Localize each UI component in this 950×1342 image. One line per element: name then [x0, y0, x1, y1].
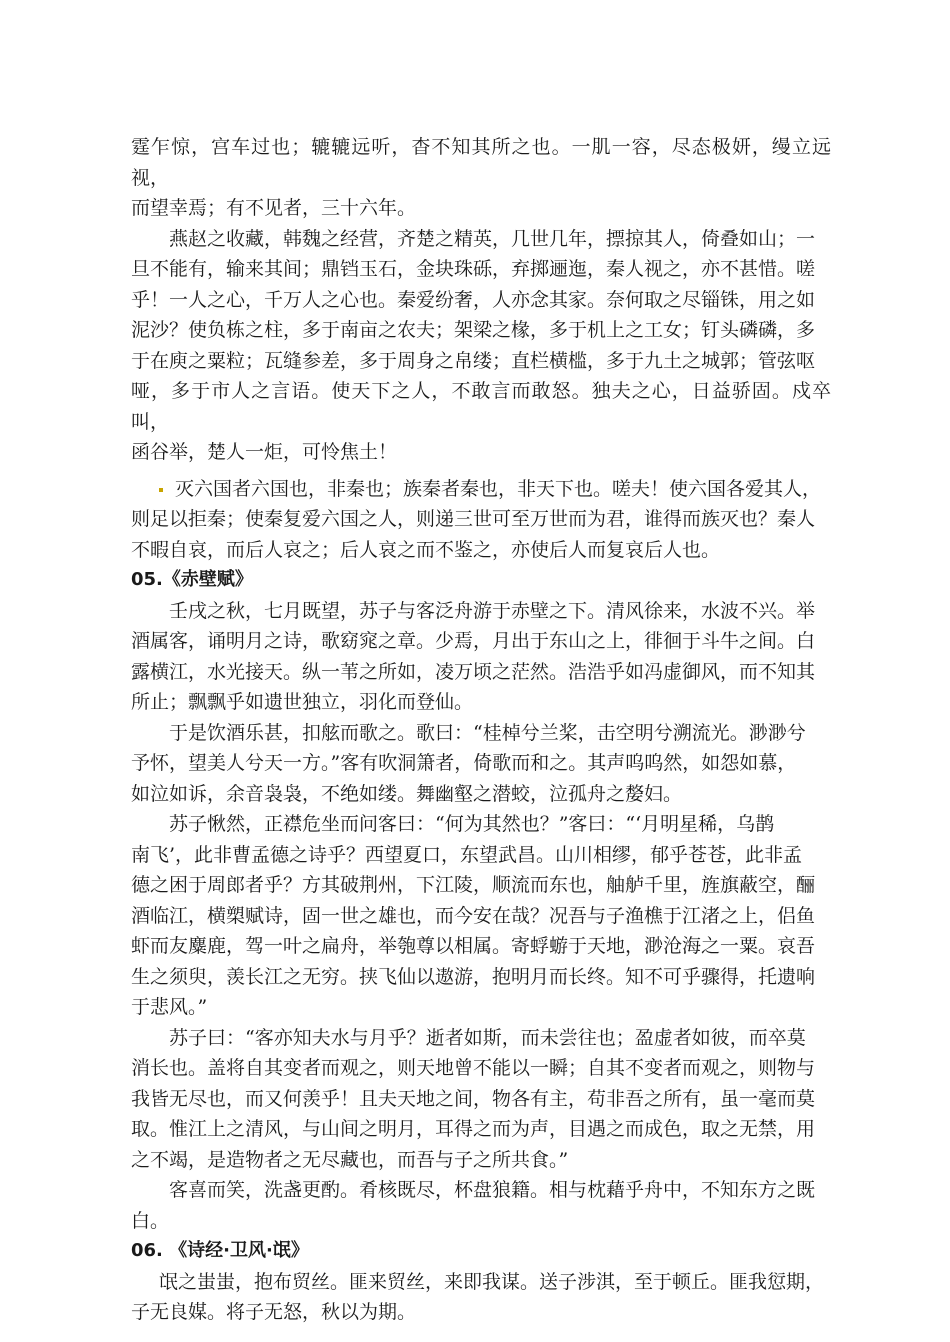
chibi-paragraph-4 — [131, 1023, 831, 1176]
text-line: 我皆无尽也，而又何羡乎！且夫天地之间，物各有主，苟非吾之所有，虽一毫而莫 — [131, 1087, 816, 1110]
text-line: 霆乍惊，宫车过也；辘辘远听，杳不知其所之也。一肌一容，尽态极妍，缦立远视， — [131, 136, 831, 189]
afang-fragment-paragraph — [131, 132, 831, 224]
text-line: 于在庾之粟粒；瓦缝参差，多于周身之帛缕；直栏横槛，多于九土之城郭；管弦呕 — [131, 349, 816, 372]
text-line: 南飞’，此非曹孟德之诗乎？西望夏口，东望武昌。山川相缪，郁乎苍苍，此非孟 — [131, 843, 803, 866]
meng-paragraph-1 — [131, 1267, 831, 1328]
text-line: 子无良媒。将子无怒，秋以为期。 — [131, 1301, 417, 1323]
text-line: 燕赵之收藏，韩魏之经营，齐楚之精英，几世几年，摽掠其人，倚叠如山；一 — [169, 227, 816, 250]
text-line: 苏子愀然，正襟危坐而问客曰：“何为其然也？”客曰：“‘月明星稀，乌鹊 — [169, 813, 775, 835]
text-line: 酒临江，横槊赋诗，固一世之雄也，而今安在哉？况吾与子渔樵于江渚之上，侣鱼 — [131, 904, 816, 927]
text-line: 消长也。盖将自其变者而观之，则天地曾不能以一瞬；自其不变者而观之，则物与 — [131, 1057, 816, 1079]
text-line: 之不竭，是造物者之无尽藏也，而吾与子之所共食。” — [131, 1148, 569, 1171]
text-line: 而望幸焉；有不见者，三十六年。 — [131, 197, 417, 219]
text-line: 虾而友麋鹿，驾一叶之扁舟，举匏尊以相属。寄蜉蝣于天地，渺沧海之一粟。哀吾 — [131, 935, 816, 957]
document-content — [131, 132, 831, 1328]
text-line: 氓之蚩蚩，抱布贸丝。匪来贸丝，来即我谋。送子涉淇，至于顿丘。匪我愆期， — [159, 1270, 825, 1293]
section-heading-06: 06. 《诗经·卫风·氓》 — [131, 1240, 309, 1261]
text-line: 苏子曰：“客亦知夫水与月乎？逝者如斯，而未尝往也；盈虚者如彼，而卒莫 — [169, 1026, 806, 1049]
text-line: 予怀，望美人兮天一方。”客有吹洞箫者，倚歌而和之。其声呜呜然，如怨如慕， — [131, 752, 797, 774]
text-line: 于悲风。” — [131, 996, 208, 1018]
text-line: 函谷举，楚人一炬，可怜焦土！ — [131, 441, 398, 463]
text-line: 泥沙？使负栋之柱，多于南亩之农夫；架梁之椽，多于机上之工女；钉头磷磷，多 — [131, 319, 816, 341]
text-line: 德之困于周郎者乎？方其破荆州，下江陵，顺流而东也，舳舻千里，旌旗蔽空，酾 — [131, 874, 816, 896]
text-line: 旦不能有，输来其间；鼎铛玉石，金块珠砾，弃掷逦迤，秦人视之，亦不甚惜。嗟 — [131, 258, 816, 280]
text-line: 于是饮酒乐甚，扣舷而歌之。歌曰：“桂棹兮兰桨，击空明兮溯流光。渺渺兮 — [169, 721, 806, 744]
afang-paragraph-2 — [131, 224, 831, 468]
text-line: 客喜而笑，洗盏更酌。肴核既尽，杯盘狼籍。相与枕藉乎舟中，不知东方之既 — [169, 1179, 816, 1201]
text-line: 不暇自哀，而后人哀之；后人哀之而不鉴之，亦使后人而复哀后人也。 — [131, 538, 721, 561]
text-line: 露横江，水光接天。纵一苇之所如，凌万顷之茫然。浩浩乎如冯虚御风，而不知其 — [131, 660, 816, 683]
chibi-paragraph-1 — [131, 596, 831, 718]
chibi-paragraph-2 — [131, 718, 831, 810]
chibi-paragraph-5 — [131, 1175, 831, 1236]
text-line: 灭六国者六国也，非秦也；族秦者秦也，非天下也。嗟夫！使六国各爱其人， — [175, 477, 822, 500]
text-line: 所止；飘飘乎如遗世独立，羽化而登仙。 — [131, 691, 474, 713]
text-line: 如泣如诉，余音袅袅，不绝如缕。舞幽壑之潜蛟，泣孤舟之嫠妇。 — [131, 782, 683, 805]
section-heading-05: 05.《赤壁赋》 — [131, 569, 253, 590]
text-line: 壬戌之秋，七月既望，苏子与客泛舟游于赤壁之下。清风徐来，水波不兴。举 — [169, 599, 816, 622]
afang-paragraph-3 — [131, 474, 831, 566]
text-line: 乎！一人之心，千万人之心也。秦爱纷奢，人亦念其家。奈何取之尽锱铢，用之如 — [131, 288, 816, 311]
text-line: 生之须臾，羡长江之无穷。挟飞仙以遨游，抱明月而长终。知不可乎骤得，托遗响 — [131, 965, 816, 988]
text-line: 白。 — [131, 1209, 170, 1232]
text-line: 则足以拒秦；使秦复爱六国之人，则递三世可至万世而为君，谁得而族灭也？秦人 — [131, 508, 816, 530]
text-line: 取。惟江上之清风，与山间之明月，耳得之而为声，目遇之而成色，取之无禁，用 — [131, 1118, 816, 1140]
paragraph-marker-icon — [159, 488, 163, 492]
text-line: 哑，多于市人之言语。使天下之人，不敢言而敢怒。独夫之心，日益骄固。戍卒叫， — [131, 380, 831, 433]
chibi-paragraph-3 — [131, 809, 831, 1023]
text-line: 酒属客，诵明月之诗，歌窈窕之章。少焉，月出于东山之上，徘徊于斗牛之间。白 — [131, 630, 816, 652]
